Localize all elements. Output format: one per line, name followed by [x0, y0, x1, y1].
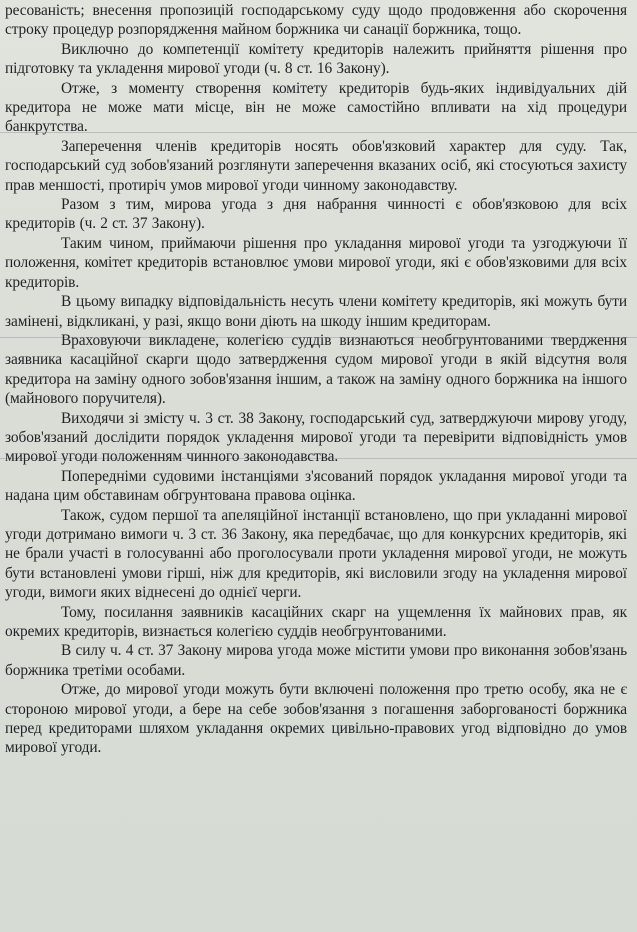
paragraph: В цьому випадку відповідальність несуть члени комітету кредиторів, які можуть бути замінені, відкликані, у разі, якщо вони діють на шкоду іншим кредиторам. [5, 293, 627, 330]
paragraph: В силу ч. 4 ст. 37 Закону мирова угода може містити умови про виконання зобов'язань боржника третіми особами. [5, 642, 627, 679]
paragraph: Враховуючи викладене, колегією суддів визнаються необгрунтованими твердження заявника касаційної скарги щодо затвердження судом мирової угоди в якій відсутня воля кредитора на заміну одного зобов'язання іншим, а також на заміну одного боржника на іншого (майнового поручителя). [5, 331, 627, 408]
document-body [5, 1, 627, 758]
paragraph: Отже, до мирової угоди можуть бути включені положення про третю особу, яка не є стороною мирової угоди, а бере на себе зобов'язання з погашення заборгованості боржника перед кредиторами шляхом укладання окремих цивільно-правових угод відповідно до умов мирової угоди. [5, 681, 627, 757]
paragraph: Виходячи зі змісту ч. 3 ст. 38 Закону, господарський суд, затверджуючи мирову угоду, зобов'язаний дослідити порядок укладення мирової угоди та перевірити відповідність умов мирової угоди положенням чинного законодавства. [5, 409, 627, 466]
paragraph: Отже, з моменту створення комітету кредиторів будь-яких індивідуальних дій кредитора не може мати місце, він не може самостійно впливати на хід процедури банкрутства. [5, 79, 627, 136]
paragraph: ресованість; внесення пропозицій господарському суду щодо продовження або скорочення строку процедур розпорядження майном боржника чи санації боржника, тощо. [5, 2, 627, 39]
paragraph: Разом з тим, мирова угода з дня набрання чинності є обов'язковою для всіх кредиторів (ч. 2 ст. 37 Закону). [5, 196, 627, 233]
paragraph: Виключно до компетенції комітету кредиторів належить прийняття рішення про підготовку та укладення мирової угоди (ч. 8 ст. 16 Закону). [5, 40, 627, 78]
paragraph: Також, судом першої та апеляційної інстанції встановлено, що при укладанні мирової угоди дотримано вимоги ч. 3 ст. 36 Закону, яка передбачає, що для конкурсних кредиторів, які не брали участі в голосуванні або проголосували проти укладення мирової угоди, не можуть бути встановлені умови гірші, ніж для кредиторів, які висловили згоду на укладення мирової угоди, вимоги яких віднесені до однієї черги. [5, 506, 627, 602]
paragraph: Таким чином, приймаючи рішення про укладання мирової угоди та узгоджуючи її положення, комітет кредиторів встановлює умови мирової угоди, які є обов'язковими для всіх кредиторів. [5, 234, 627, 291]
paragraph: Тому, посилання заявників касаційних скарг на ущемлення їх майнових прав, як окремих кредиторів, визнається колегією суддів необгрунтованими. [5, 603, 627, 640]
paragraph: Попередніми судовими інстанціями з'ясований порядок укладання мирової угоди та надана цим обставинам обгрунтована правова оцінка. [5, 467, 627, 505]
paragraph: Заперечення членів кредиторів носять обов'язковий характер для суду. Так, господарський суд зобов'язаний розглянути заперечення вказаних осіб, які стосуються захисту прав меншості, протиріч умов мирової угоди чинному законодавству. [5, 137, 627, 194]
